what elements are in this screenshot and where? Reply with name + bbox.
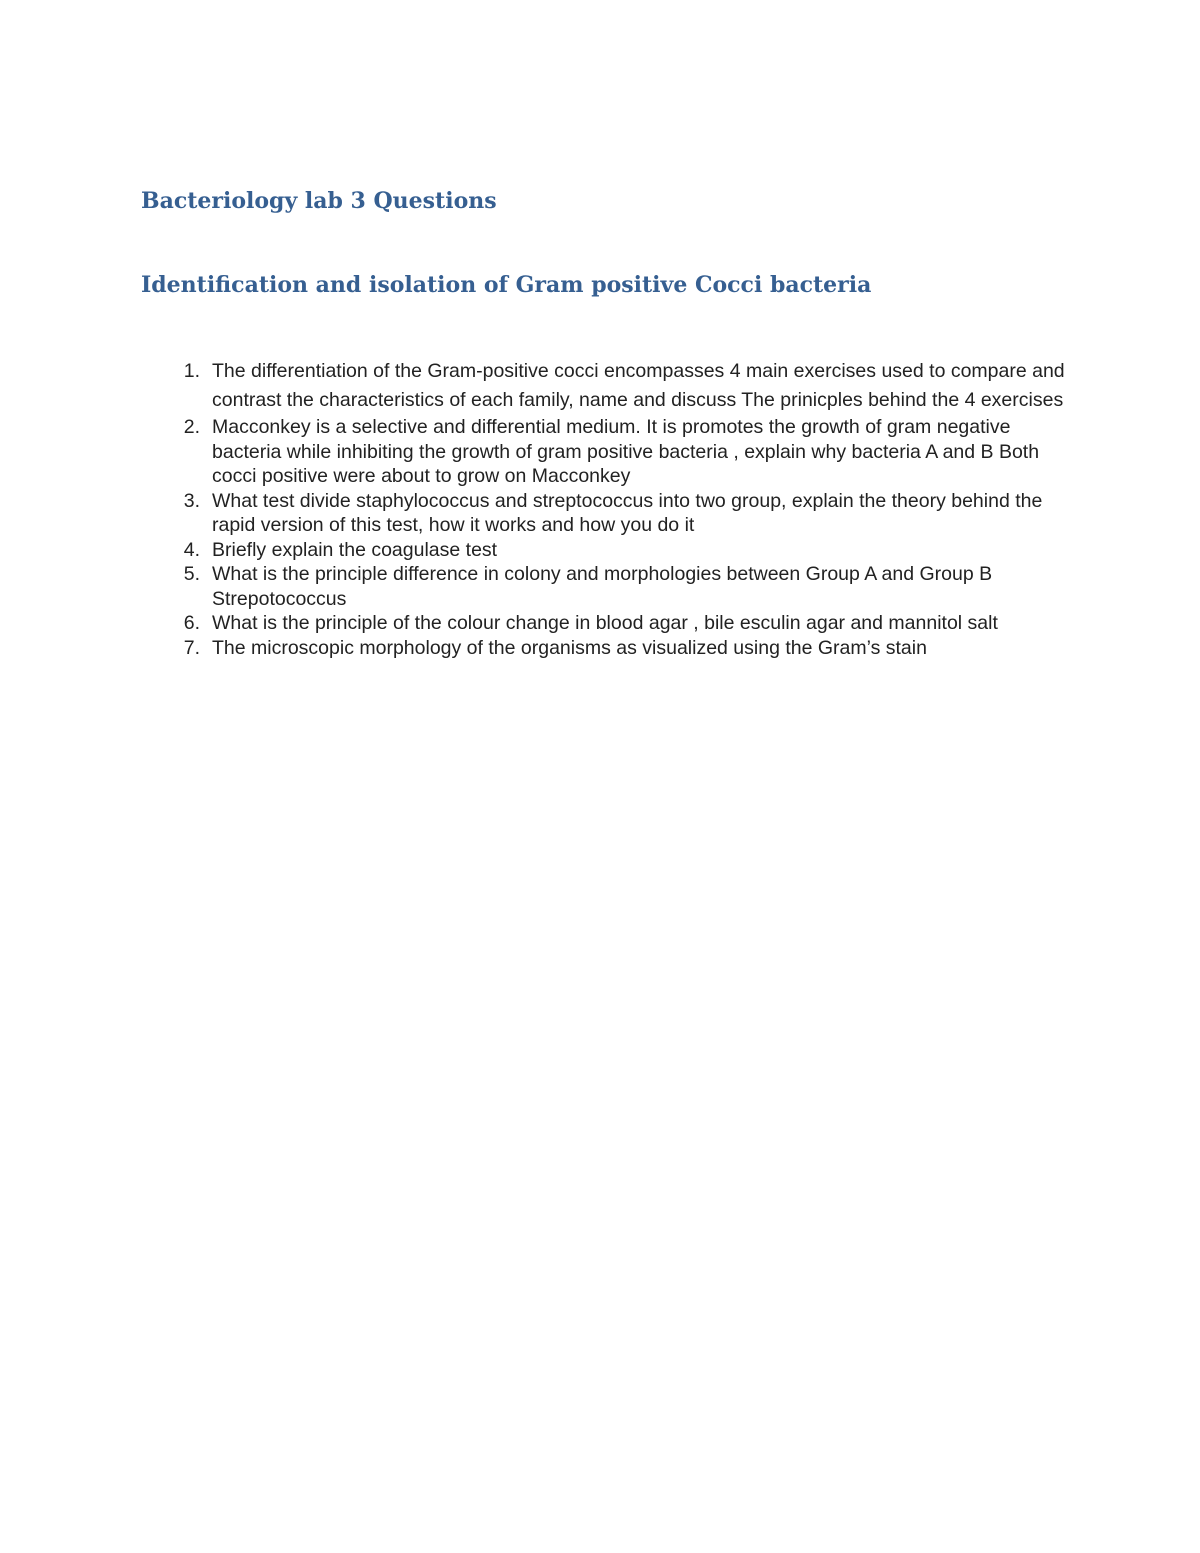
question-number: 2. bbox=[183, 416, 200, 438]
document-title: Bacteriology lab 3 Questions bbox=[141, 188, 497, 214]
question-number: 6. bbox=[183, 612, 200, 634]
question-text: The microscopic morphology of the organisms as visualized using the Gram’s stain bbox=[212, 636, 927, 659]
question-number: 4. bbox=[183, 538, 200, 561]
question-text: What is the principle of the colour change in blood agar , bile esculin agar and mannitol salt bbox=[212, 612, 998, 634]
question-text: What is the principle difference in colony and morphologies between Group A and Group B Strepotococcus bbox=[212, 563, 993, 610]
list-item bbox=[170, 562, 1070, 611]
question-number: 3. bbox=[183, 489, 200, 512]
list-item bbox=[170, 538, 1070, 563]
document-subtitle: Identification and isolation of Gram positive Cocci bacteria bbox=[141, 272, 872, 298]
question-number: 7. bbox=[183, 636, 200, 659]
list-item bbox=[170, 415, 1070, 489]
list-item bbox=[170, 611, 1070, 636]
list-item bbox=[170, 357, 1070, 415]
question-list bbox=[170, 357, 1070, 660]
question-number: 1. bbox=[183, 360, 200, 382]
question-text: Macconkey is a selective and differential medium. It is promotes the growth of gram negative bacteria while inhibiting the growth of gram positive bacteria , explain why bacteria A and B Both cocci positive were about to grow on Macconkey bbox=[212, 416, 1040, 487]
question-text: Briefly explain the coagulase test bbox=[212, 538, 498, 561]
question-text: What test divide staphylococcus and streptococcus into two group, explain the theory behind the rapid version of this test, how it works and how you do it bbox=[212, 489, 1043, 536]
list-item bbox=[170, 636, 1070, 661]
question-number: 5. bbox=[183, 563, 200, 585]
question-text: The differentiation of the Gram-positive cocci encompasses 4 main exercises used to compare and contrast the characteristics of each family, name and discuss The prinicples behind the 4 exercises bbox=[212, 360, 1065, 411]
list-item bbox=[170, 489, 1070, 538]
